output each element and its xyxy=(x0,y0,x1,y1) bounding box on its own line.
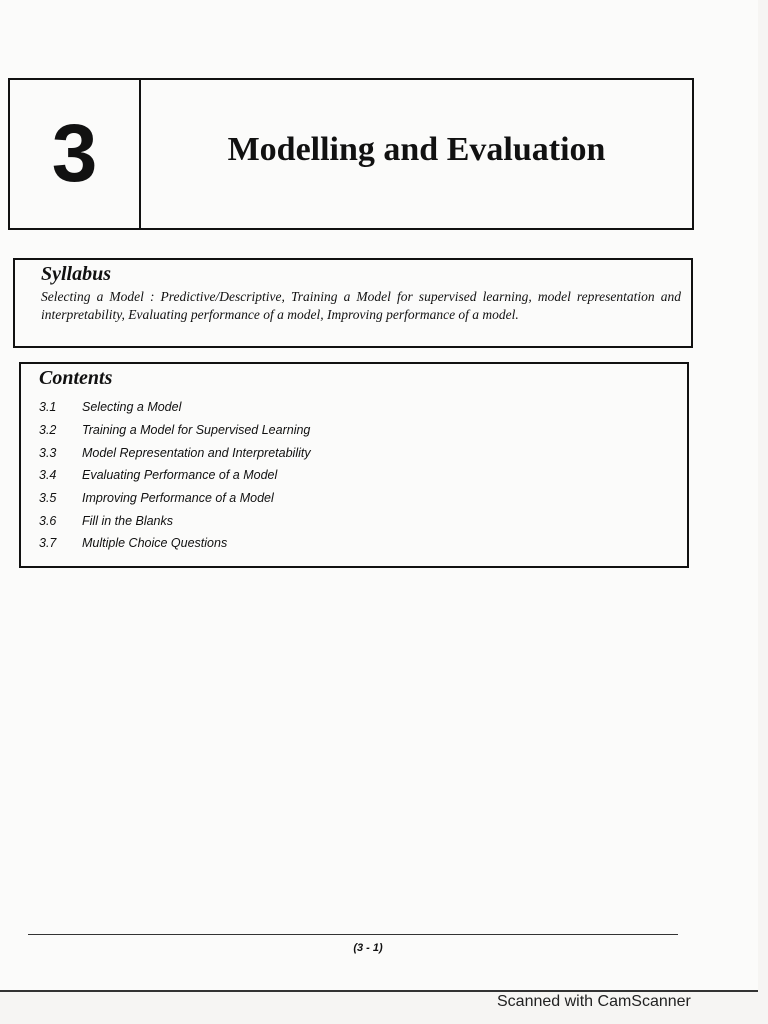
contents-item-label: Selecting a Model xyxy=(82,400,182,415)
syllabus-heading: Syllabus xyxy=(41,263,112,285)
chapter-number: 3 xyxy=(10,80,141,228)
contents-item-label: Model Representation and Interpretability xyxy=(82,445,311,460)
contents-item-label: Evaluating Performance of a Model xyxy=(82,468,278,483)
syllabus-text: Selecting a Model : Predictive/Descriptive, Training a Model for supervised learning, model representation and interpretability, Evaluating performance of a model, Improving performance of a model. xyxy=(41,289,681,322)
contents-item xyxy=(39,464,677,487)
contents-heading: Contents xyxy=(39,367,113,389)
scanner-watermark: Scanned with CamScanner xyxy=(497,993,691,1010)
contents-list xyxy=(39,396,677,555)
contents-item xyxy=(39,396,677,419)
contents-item-label: Fill in the Blanks xyxy=(82,513,174,528)
contents-item-label: Multiple Choice Questions xyxy=(82,536,228,551)
contents-item-number: 3.1 xyxy=(39,400,57,415)
contents-item-number: 3.6 xyxy=(39,513,57,528)
page-number: (3 - 1) xyxy=(353,942,383,954)
contents-item-label: Improving Performance of a Model xyxy=(82,491,274,506)
contents-item xyxy=(39,419,677,442)
contents-item-number: 3.5 xyxy=(39,491,57,506)
contents-item-number: 3.7 xyxy=(39,536,57,551)
contents-item xyxy=(39,509,677,532)
contents-box xyxy=(19,362,689,568)
contents-item xyxy=(39,441,677,464)
contents-item-number: 3.4 xyxy=(39,468,57,483)
contents-item-label: Training a Model for Supervised Learning xyxy=(82,423,311,438)
contents-item-number: 3.2 xyxy=(39,423,57,438)
chapter-title: Modelling and Evaluation xyxy=(227,131,606,168)
contents-item-number: 3.3 xyxy=(39,445,57,460)
chapter-header xyxy=(8,78,694,230)
contents-item xyxy=(39,487,677,510)
footer-divider xyxy=(28,934,678,935)
contents-item xyxy=(39,532,677,555)
syllabus-box xyxy=(13,258,693,348)
